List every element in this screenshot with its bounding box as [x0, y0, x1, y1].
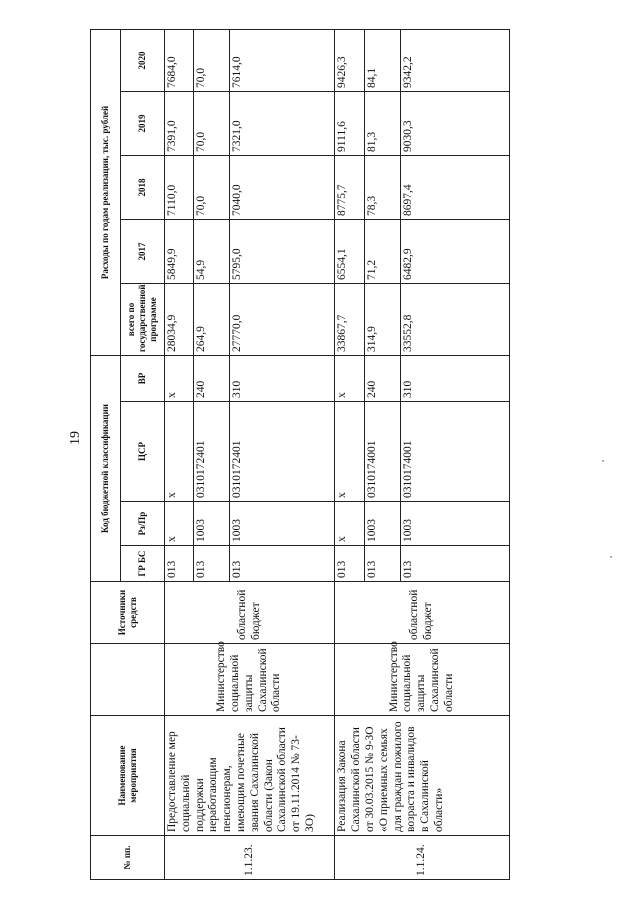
- cell-2019: 9030,3: [400, 91, 509, 155]
- cell-2018: 7040,0: [230, 155, 335, 219]
- cell-2018: 8697,4: [400, 155, 509, 219]
- cell-grbs: 013: [194, 546, 230, 582]
- table-area: [90, 30, 640, 876]
- cell-csr: х: [335, 402, 364, 502]
- cell-grbs: 013: [230, 546, 335, 582]
- cell-2018: 8775,7: [335, 155, 364, 219]
- item-num: 1.1.24.: [335, 836, 510, 880]
- cell-2019: 7321,0: [230, 91, 335, 155]
- cell-2017: 54,9: [194, 219, 230, 283]
- cell-total: 264,9: [194, 283, 230, 355]
- cell-total: 33867,7: [335, 283, 364, 355]
- cell-2019: 81,3: [364, 91, 400, 155]
- header-2020: 2020: [121, 29, 165, 91]
- cell-total: 33552,8: [400, 283, 509, 355]
- cell-csr: 0310174001: [364, 402, 400, 502]
- budget-table: [90, 29, 510, 880]
- cell-2017: 5795,0: [230, 219, 335, 283]
- item-executor: Министерство социальной защиты Сахалинской области: [335, 644, 510, 716]
- rotated-sheet: [90, 30, 510, 880]
- cell-vr: х: [165, 355, 194, 401]
- cell-2020: 7614,0: [230, 29, 335, 91]
- cell-csr: 0310172401: [194, 402, 230, 502]
- cell-2017: 71,2: [364, 219, 400, 283]
- header-total: всего по государственной программе: [121, 283, 165, 355]
- cell-csr: 0310174001: [400, 402, 509, 502]
- cell-2020: 9342,2: [400, 29, 509, 91]
- header-name: Наименование мероприятия: [91, 716, 165, 836]
- cell-2020: 7684,0: [165, 29, 194, 91]
- table-row: [335, 29, 364, 879]
- cell-grbs: 013: [400, 546, 509, 582]
- cell-vr: 240: [364, 355, 400, 401]
- header-2019: 2019: [121, 91, 165, 155]
- cell-rzpr: х: [335, 502, 364, 546]
- header-vr: ВР: [121, 355, 165, 401]
- item-name: Реализация Закона Сахалинской области от 30.03.2015 № 9-ЗО «О приемных семьях для граждан пожилого возраста и инвалидов в Сахалинской области»: [335, 716, 510, 836]
- item-name: Предоставление мер социальной поддержки неработающим пенсионерам, имеющим почетные звания Сахалинской области (Закон Сахалинской области от 19.11.2014 № 73-ЗО): [165, 716, 335, 836]
- cell-rzpr: 1003: [230, 502, 335, 546]
- cell-grbs: 013: [165, 546, 194, 582]
- cell-vr: 310: [400, 355, 509, 401]
- cell-2019: 9111,6: [335, 91, 364, 155]
- cell-total: 314,9: [364, 283, 400, 355]
- cell-vr: х: [335, 355, 364, 401]
- cell-grbs: 013: [364, 546, 400, 582]
- cell-total: 28034,9: [165, 283, 194, 355]
- header-grbs: ГР БС: [121, 546, 165, 582]
- cell-rzpr: 1003: [194, 502, 230, 546]
- cell-vr: 240: [194, 355, 230, 401]
- cell-2017: 6482,9: [400, 219, 509, 283]
- cell-2020: 70,0: [194, 29, 230, 91]
- cell-2017: 6554,1: [335, 219, 364, 283]
- header-rzpr: Рз/Пр: [121, 502, 165, 546]
- header-classification: Код бюджетной классификации: [91, 355, 121, 581]
- cell-rzpr: 1003: [364, 502, 400, 546]
- cell-vr: 310: [230, 355, 335, 401]
- scan-speck: [610, 556, 612, 558]
- cell-2018: 7110,0: [165, 155, 194, 219]
- cell-2017: 5849,9: [165, 219, 194, 283]
- table-row: [165, 29, 194, 879]
- cell-grbs: 013: [335, 546, 364, 582]
- cell-total: 27770,0: [230, 283, 335, 355]
- cell-2020: 9426,3: [335, 29, 364, 91]
- cell-rzpr: 1003: [400, 502, 509, 546]
- header-2018: 2018: [121, 155, 165, 219]
- item-executor: Министерство социальной защиты Сахалинской области: [165, 644, 335, 716]
- cell-csr: 0310172401: [230, 402, 335, 502]
- page-number: 19: [68, 431, 83, 445]
- header-2017: 2017: [121, 219, 165, 283]
- cell-2018: 70,0: [194, 155, 230, 219]
- header-executor: [91, 644, 165, 716]
- item-source: областной бюджет: [335, 582, 510, 644]
- cell-2020: 84,1: [364, 29, 400, 91]
- scan-speck: [602, 460, 604, 462]
- cell-2018: 78,3: [364, 155, 400, 219]
- header-expenses: Расходы по годам реализации, тыс. рублей: [91, 29, 121, 355]
- cell-csr: х: [165, 402, 194, 502]
- header-csr: ЦСР: [121, 402, 165, 502]
- header-source: Источники средств: [91, 582, 165, 644]
- item-num: 1.1.23.: [165, 836, 335, 880]
- cell-2019: 70,0: [194, 91, 230, 155]
- cell-2019: 7391,0: [165, 91, 194, 155]
- header-num: № пп.: [91, 836, 165, 880]
- cell-rzpr: х: [165, 502, 194, 546]
- item-source: областной бюджет: [165, 582, 335, 644]
